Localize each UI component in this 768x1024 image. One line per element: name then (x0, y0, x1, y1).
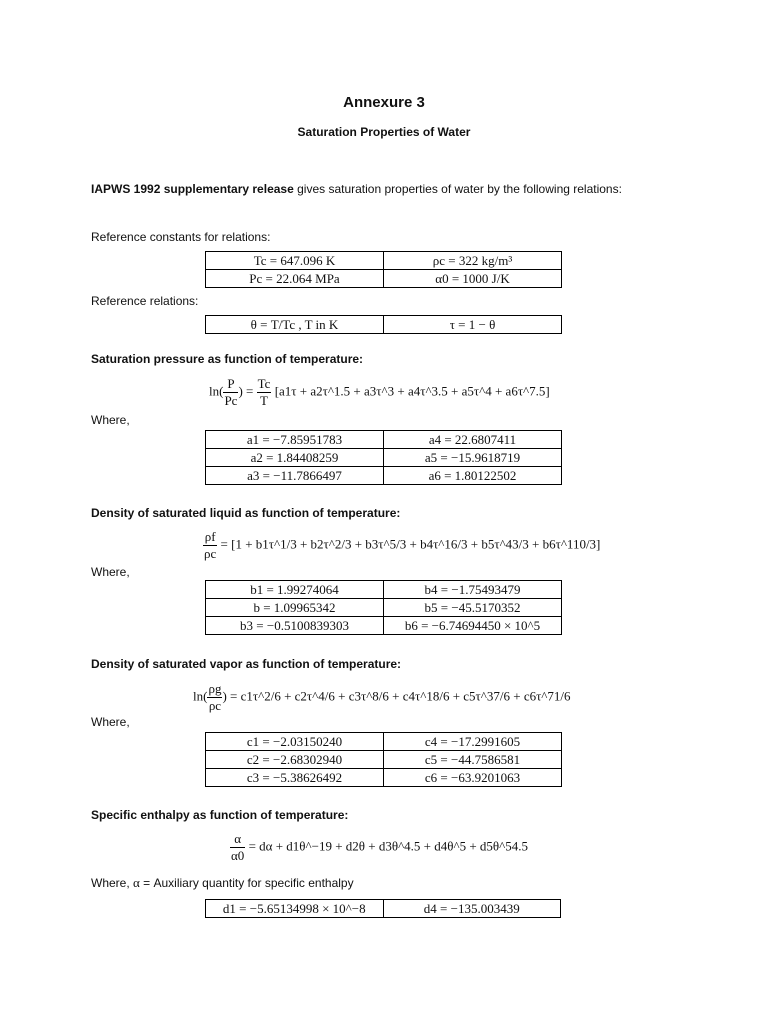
vapor-density-heading: Density of saturated vapor as function of temperature: (91, 657, 402, 671)
where-description: = Auxiliary quantity for specific enthalpy (139, 876, 354, 890)
ref-relations-table (205, 315, 562, 334)
ref-constants-label: Reference constants for relations: (91, 230, 271, 244)
lhs-fraction: $\frac{\rho g}{\rho c}$ (208, 681, 222, 713)
table-row (206, 467, 562, 485)
mid-fraction: $\frac{Tc}{T}$ (257, 376, 271, 408)
ref-constants-table (205, 251, 562, 288)
table-cell: b3 = −0.5100839303 (206, 617, 384, 635)
table-cell: c6 = −63.9201063 (384, 769, 562, 787)
table-cell: a6 = 1.80122502 (384, 467, 562, 485)
table-cell: c4 = −17.2991605 (384, 733, 562, 751)
coefficients-a-table (205, 430, 562, 485)
sat-pressure-heading: Saturation pressure as function of temperature: (91, 352, 364, 366)
vapor-density-equation: ln( $\frac{\rho g}{\rho c}$ ) = c1τ^2/6 + c2τ^4/6 + c3τ^8/6 + c4τ^18/6 + c5τ^37/6 + c6τ^71/6 (193, 681, 571, 713)
table-cell: c1 = −2.03150240 (206, 733, 384, 751)
table-cell: b1 = 1.99274064 (206, 581, 384, 599)
coefficients-d-table (205, 899, 561, 918)
equation-rhs: [a1τ + a2τ^1.5 + a3τ^3 + a4τ^3.5 + a5τ^4 + a6τ^7.5] (274, 383, 550, 399)
table-row (206, 769, 562, 787)
coefficients-b-table (205, 580, 562, 635)
table-cell: c2 = −2.68302940 (206, 751, 384, 769)
table-cell: d4 = −135.003439 (383, 900, 561, 918)
table-cell: b = 1.09965342 (206, 599, 384, 617)
table-cell: b5 = −45.5170352 (384, 599, 562, 617)
equation-rhs: [1 + b1τ^1/3 + b2τ^2/3 + b3τ^5/3 + b4τ^16/3 + b5τ^43/3 + b6τ^110/3] (231, 536, 601, 552)
table-row (206, 617, 562, 635)
table-cell: c3 = −5.38626492 (206, 769, 384, 787)
intro-text: gives saturation properties of water by the following relations: (293, 182, 622, 196)
table-row (206, 431, 562, 449)
enthalpy-equation: $\frac{\alpha}{\alpha 0}$ = dα + d1θ^−19 + d2θ + d3θ^4.5 + d4θ^5 + d5θ^54.5 (231, 831, 528, 863)
equation-rhs: c1τ^2/6 + c2τ^4/6 + c3τ^8/6 + c4τ^18/6 + c5τ^37/6 + c6τ^71/6 (240, 688, 571, 704)
table-cell: a3 = −11.7866497 (206, 467, 384, 485)
table-cell: d1 = −5.65134998 × 10^−8 (206, 900, 384, 918)
sat-pressure-equation: ln( $\frac{P}{Pc}$ ) = $\frac{Tc}{T}$ [a1τ + a2τ^1.5 + a3τ^3 + a4τ^3.5 + a5τ^4 + a6τ^7.5] (209, 376, 550, 408)
table-cell: τ = 1 − θ (384, 316, 562, 334)
table-cell: α0 = 1000 J/K (384, 270, 562, 288)
table-row (206, 599, 562, 617)
table-cell: θ = T/Tc , T in K (206, 316, 384, 334)
table-cell: a1 = −7.85951783 (206, 431, 384, 449)
table-cell: b4 = −1.75493479 (384, 581, 562, 599)
table-cell: Pc = 22.064 MPa (206, 270, 384, 288)
table-cell: ρc = 322 kg/m³ (384, 252, 562, 270)
table-cell: a4 = 22.6807411 (384, 431, 562, 449)
table-row (206, 733, 562, 751)
intro-bold: IAPWS 1992 supplementary release (91, 182, 294, 196)
where-label: Where, (91, 565, 130, 579)
liquid-density-heading: Density of saturated liquid as function of temperature: (91, 506, 401, 520)
ref-relations-label: Reference relations: (91, 294, 199, 308)
table-cell: Tc = 647.096 K (206, 252, 384, 270)
equation-rhs: dα + d1θ^−19 + d2θ + d3θ^4.5 + d4θ^5 + d5θ^54.5 (259, 838, 528, 854)
table-cell: a5 = −15.9618719 (384, 449, 562, 467)
where-label: Where, (91, 413, 130, 427)
page-title: Annexure 3 (343, 94, 425, 111)
table-row (206, 900, 561, 918)
where-label: Where, (91, 715, 130, 729)
table-row (206, 252, 562, 270)
table-row (206, 270, 562, 288)
coefficients-c-table (205, 732, 562, 787)
table-cell: c5 = −44.7586581 (384, 751, 562, 769)
table-row (206, 316, 562, 334)
enthalpy-where (91, 875, 354, 891)
lhs-fraction: $\frac{\rho f}{\rho c}$ (204, 529, 217, 561)
table-row (206, 449, 562, 467)
enthalpy-heading: Specific enthalpy as function of temperature: (91, 808, 349, 822)
table-cell: a2 = 1.84408259 (206, 449, 384, 467)
table-cell: b6 = −6.74694450 × 10^5 (384, 617, 562, 635)
liquid-density-equation: $\frac{\rho f}{\rho c}$ = [1 + b1τ^1/3 + b2τ^2/3 + b3τ^5/3 + b4τ^16/3 + b5τ^43/3 + b6τ^110/3] (204, 529, 601, 561)
where-prefix: Where, (91, 876, 134, 890)
intro-paragraph (91, 182, 622, 196)
table-row (206, 581, 562, 599)
page-subtitle: Saturation Properties of Water (297, 125, 471, 139)
lhs-fraction: $\frac{P}{Pc}$ (224, 376, 238, 408)
alpha-symbol: α (133, 875, 140, 890)
table-row (206, 751, 562, 769)
lhs-fraction: $\frac{\alpha}{\alpha 0}$ (231, 831, 245, 863)
